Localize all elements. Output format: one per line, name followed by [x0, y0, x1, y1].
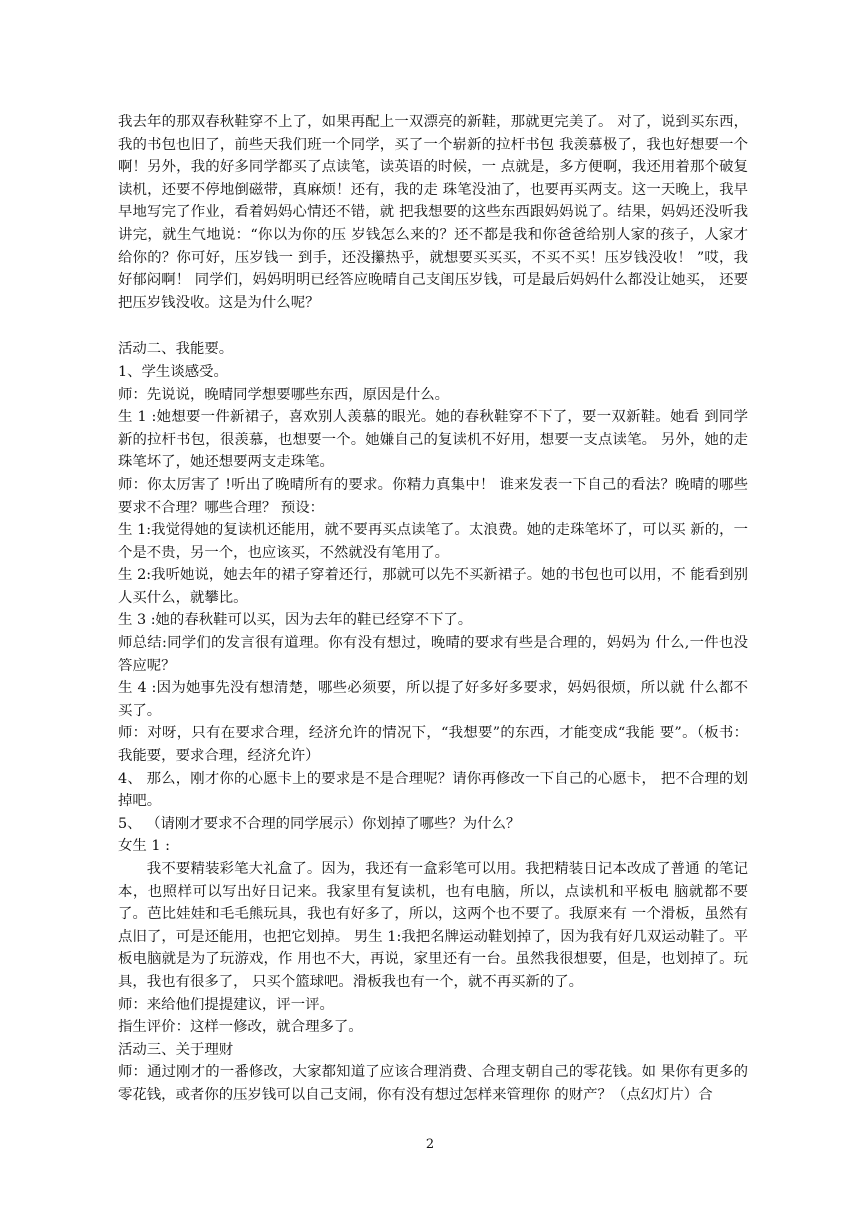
student-2-view: 生 2:我听她说，她去年的裙子穿着还行，那就可以先不买新裙子。她的书包也可以用，不 能看到别人买什么，就攀比。: [118, 567, 748, 606]
paragraph-spacer: [118, 314, 748, 338]
teacher-summary: 师总结:同学们的发言很有道理。你有没有想过，晚晴的要求有些是合理的，妈妈为 什么,一件也没答应呢？: [118, 635, 748, 674]
teacher-conclusion: 师：对呀，只有在要求合理，经济允许的情况下，“我想要”的东西，才能变成“我能 要”。（板书：我能要，要求合理，经济允许）: [118, 725, 748, 765]
teacher-finance-intro: 师：通过刚才的一番修改，大家都知道了应该合理消费、合理支朝自己的零花钱。如 果你有更多的零花钱，或者你的压岁钱可以自己支闹，你有没有想过怎样来管理你 的财产？（点幻灯片）合: [118, 1064, 748, 1103]
story-paragraph: 我去年的那双春秋鞋穿不上了，如果再配上一双漂亮的新鞋，那就更完美了。 对了，说到买东西，我的书包也旧了，前些天我们班一个同学，买了一个崭新的拉杆书包 我羡慕极了，我也好想要一个啊！另外，我的好多同学都买了点读笔，读英语的时候，一 点就是，多方便啊，我还用着那个破复读机，还要不停地倒磁带，真麻烦！还有，我的走 珠笔没油了，也要再买两支。这一天晚上，我早早地写完了作业，看着妈妈心情还不错，就 把我想要的这些东西跟妈妈说了。结果，妈妈还没听我讲完，就生气地说：“你以为你的压 岁钱怎么来的？还不都是我和你爸爸给别人家的孩子，人家才给你的？你可好，压岁钱一 到手，还没攥热乎，就想要买买买，不买不买！压岁钱没收！ ”哎，我好郁闷啊！ 同学们，妈妈明明已经答应晚晴自己支闺压岁钱，可是最后妈妈什么都没让她买， 还要把压岁钱没收。这是为什么呢？: [118, 114, 748, 311]
teacher-comment: 师：你太厉害了 !听出了晚晴所有的要求。你精力真集中！ 谁来发表一下自己的看法？晚晴的哪些要求不合理？哪些合理？ 预设：: [118, 476, 748, 516]
teacher-invite: 师：来给他们提提建议，评一评。: [118, 996, 334, 1013]
student-4-view: 生 4 :因为她事先没有想清楚，哪些必须要，所以提了好多好多要求，妈妈很烦，所以就 什么都不买了。: [118, 680, 748, 719]
student-3-view: 生 3 :她的春秋鞋可以买，因为去年的鞋已经穿不下了。: [118, 612, 473, 629]
step-1-heading: 1、学生谈感受。: [118, 363, 228, 380]
student-evaluation: 指生评价：这样一修改，就合理多了。: [118, 1019, 363, 1036]
activity-two-heading: 活动二、我能要。: [118, 341, 234, 358]
teacher-prompt: 师：先说说，晚晴同学想要哪些东西，原因是什么。: [118, 386, 449, 403]
girl-1-label: 女生 1 :: [118, 838, 170, 855]
student-1-view: 生 1:我觉得她的复读机还能用，就不要再买点读笔了。太浪费。她的走珠笔坏了，可以买 新的，一个是不贵，另一个，也应该买，不然就没有笔用了。: [118, 522, 748, 561]
page-number: 2: [425, 1137, 435, 1152]
document-body: [118, 111, 748, 1107]
student-1-answer: 生 1 :她想要一件新裙子，喜欢别人羡慕的眼光。她的春秋鞋穿不下了，要一双新鞋。她看 到同学新的拉杆书包，很羡慕，也想要一个。她嫌自己的复读机不好用，想要一支点读笔。 另外，她的走珠笔坏了，她还想要两支走珠笔。: [118, 409, 748, 471]
girl-boy-answers: 我不要精装彩笔大礼盒了。因为，我还有一盒彩笔可以用。我把精装日记本改成了普通 的笔记本，也照样可以写出好日记来。我家里有复读机，也有电脑，所以，点读机和平板电 脑就都不要了。芭比娃娃和毛毛熊玩具，我也有好多了，所以，这两个也不要了。我原来有 一个滑板，虽然有点旧了，可是还能用，也把它划掉。 男生 1:我把名牌运动鞋划掉了，因为我有好几双运动鞋了。平板电脑就是为了玩游戏，作 用也不大，再说，家里还有一台。虽然我很想要，但是，也划掉了。玩具，我也有很多了， 只买个篮球吧。滑板我也有一个，就不再买新的了。: [118, 861, 748, 990]
activity-three-heading: 活动三、关于理财: [118, 1041, 234, 1058]
step-5-item: 5、 （请刚才要求不合理的同学展示）你划掉了哪些？为什么？: [118, 815, 521, 832]
step-4-item: 4、 那么，刚才你的心愿卡上的要求是不是合理呢？请你再修改一下自己的心愿卡， 把不合理的划掉吧。: [118, 770, 748, 810]
